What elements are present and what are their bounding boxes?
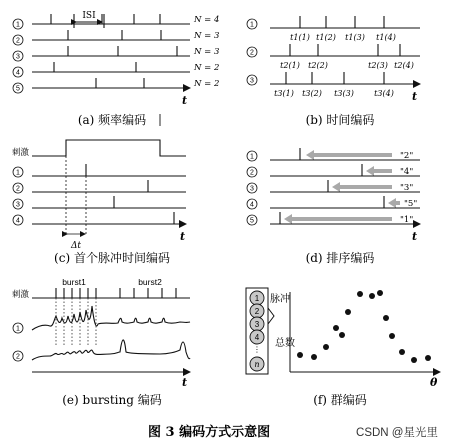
row-number: 1 [16,325,20,333]
delta-t-label: Δt [70,241,82,251]
data-point [333,325,339,331]
neuron-label: 2 [254,307,260,316]
data-point [339,332,345,338]
bracket-arrow [268,308,274,324]
rank-arrows [284,150,400,224]
row-a3 [32,46,190,56]
rank-label: "5" [404,199,418,209]
stimulus-label: 刺激 [12,289,30,299]
row-a5 [32,78,190,88]
data-point [345,309,351,315]
spike-time-label: t1(3) [345,33,365,42]
spike-time-label: t3(1) [274,89,294,98]
time-axis-label: t [182,94,188,107]
data-point [399,349,405,355]
rank-label: "1" [400,215,414,225]
row-c3 [32,196,186,208]
row-c4 [32,212,186,224]
row-number: 2 [16,185,20,193]
row-number: 2 [16,37,20,45]
row-number: 1 [16,21,20,29]
neuron-label: ⋮ [253,345,261,354]
neuron-label: 3 [254,320,260,329]
row-number: 3 [250,185,254,193]
row-a4 [32,62,190,72]
spike-count-label: N = 3 [194,47,220,57]
caption-d: (d) 排序编码 [305,251,375,265]
data-point [311,354,317,360]
row-number: 3 [16,53,20,61]
row-d2 [270,164,420,176]
panel-c-first-spike-coding [13,140,186,236]
stimulus-trace [32,140,186,156]
row-number: 1 [16,169,20,177]
spike-time-label: t1(1) [290,33,310,42]
neuron-label: 1 [254,294,260,303]
row-number: 1 [250,153,254,161]
row-c2 [32,180,186,192]
spike-count-label: N = 3 [194,31,220,41]
row-b2 [270,44,420,56]
row-number: 2 [16,353,20,361]
watermark: CSDN @星光里 [356,427,438,439]
data-point [369,293,375,299]
spike-time-label: t2(4) [394,61,414,70]
row-number: 3 [250,77,254,85]
data-point [389,333,395,339]
spike-count-axis-label: 脉冲 [270,294,290,305]
data-point [297,352,303,358]
row-number: 5 [250,217,254,225]
row-number: 1 [250,21,254,29]
caption-b: (b) 时间编码 [305,113,375,127]
row-number: 4 [250,201,254,209]
stimulus-spike-train [32,288,190,298]
row-number: 2 [250,169,254,177]
row-b3 [270,72,420,84]
time-axis-label: t [412,90,418,103]
time-axis-label: t [412,230,418,243]
spike-time-label: t2(2) [308,61,328,70]
data-point [425,355,431,361]
panel-a-rate-coding [13,14,190,93]
rank-label: "2" [400,151,414,161]
spike-time-label: t2(3) [368,61,388,70]
rank-arrow [388,198,400,208]
spike-time-label: t1(4) [376,33,396,42]
data-point [357,291,363,297]
burst2-label: burst2 [138,277,162,287]
rank-arrow [284,214,392,224]
neuron-label: 4 [254,333,260,342]
rank-arrow [366,166,392,176]
panel-e-bursting-coding [13,288,190,372]
neuron-trace-2 [32,340,190,360]
row-number: 3 [16,201,20,209]
stimulus-label: 刺激 [12,147,30,157]
spike-time-label: t3(3) [334,89,354,98]
row-number: 5 [16,85,20,93]
rank-arrow [306,150,392,160]
spike-count-axis-label: 总数 [275,338,295,349]
row-c1 [32,164,186,176]
row-b1 [270,16,420,28]
time-axis-label: t [180,230,186,243]
caption-a: (a) 频率编码 [77,113,147,127]
row-number: 4 [16,217,20,225]
neuron-label: n [254,360,260,369]
spike-time-label: t1(2) [316,33,336,42]
data-point [377,290,383,296]
caption-f: (f) 群编码 [313,393,367,407]
population-response-points [297,290,431,363]
spike-time-label: t3(4) [374,89,394,98]
caption-c: (c) 首个脉冲时间编码 [54,251,170,265]
data-point [411,357,417,363]
panel-b-temporal-coding [247,16,420,85]
spike-count-label: N = 2 [194,63,220,73]
spike-count-label: N = 2 [194,79,220,89]
time-axis-label: t [182,376,188,389]
theta-axis-label: θ [430,376,438,389]
spike-count-label: N = 4 [194,15,220,25]
row-number: 2 [250,49,254,57]
burst1-label: burst1 [62,277,86,287]
rank-arrow [332,182,392,192]
spike-time-label: t3(2) [302,89,322,98]
row-number: 4 [16,69,20,77]
rank-label: "4" [400,167,414,177]
spike-time-label: t2(1) [280,61,300,70]
row-a2 [32,30,190,40]
data-point [383,315,389,321]
row-a1 [32,14,190,24]
figure-caption: 图 3 编码方式示意图 [148,425,271,440]
data-point [323,344,329,350]
rank-label: "3" [400,183,414,193]
caption-e: (e) bursting 编码 [62,393,162,407]
panel-d-rank-order-coding [247,148,420,225]
isi-label: ISI [82,11,96,21]
